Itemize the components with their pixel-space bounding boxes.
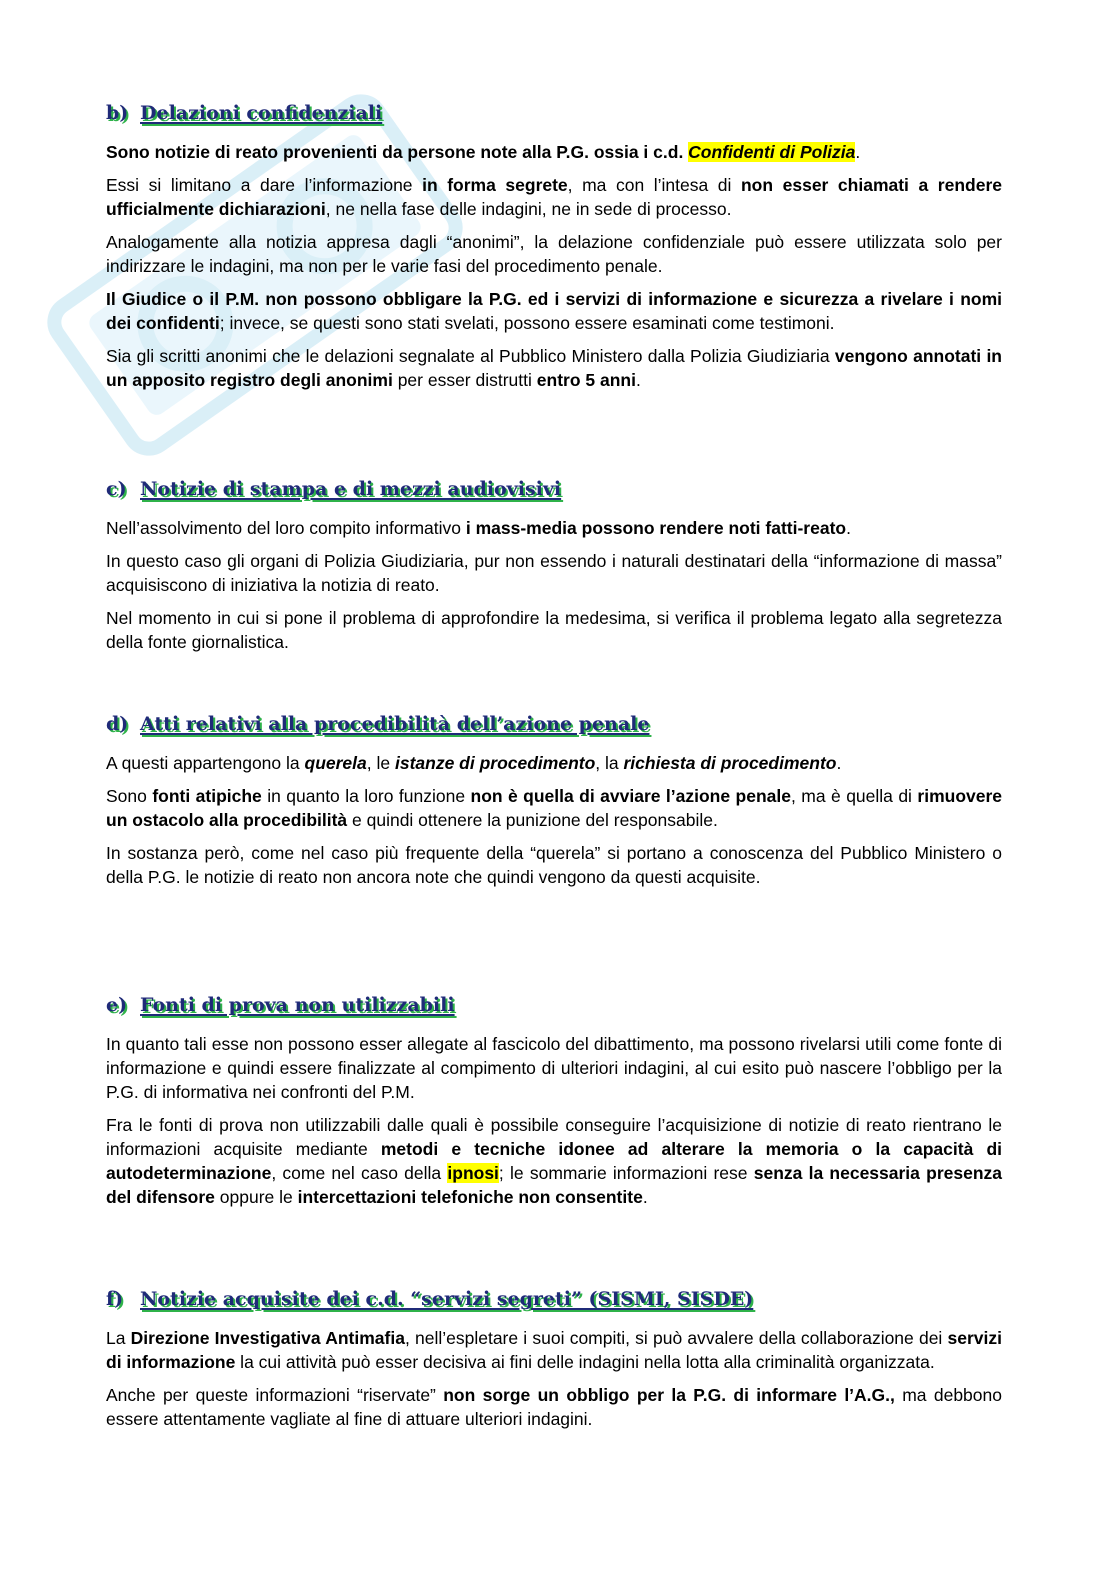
paragraph: Nel momento in cui si pone il problema di approfondire la medesima, si verifica il problema legato alla segretezza della fonte giornalistica. bbox=[106, 608, 1002, 652]
paragraph: Essi si limitano a dare l’informazione in forma segrete, ma con l’intesa di non esser chiamati a rendere ufficialmente dichiarazioni, ne nella fase delle indagini, ne in sede di processo. bbox=[106, 175, 1002, 219]
section-delazioni-confidenziali bbox=[106, 102, 1002, 401]
section-letter: b) bbox=[106, 102, 129, 124]
section-title: Notizie acquisite dei c.d. “servizi segreti” (SISMI, SISDE) bbox=[140, 1288, 754, 1310]
section-servizi-segreti bbox=[106, 1288, 1002, 1440]
paragraph: In sostanza però, come nel caso più frequente della “querela” si portano a conoscenza del Pubblico Ministero o della P.G. le notizie di reato non ancora note che quindi vengono da questi acquisite. bbox=[106, 843, 1002, 887]
section-letter: e) bbox=[106, 994, 128, 1016]
paragraph: Anche per queste informazioni “riservate” non sorge un obbligo per la P.G. di informare l’A.G., ma debbono essere attentamente vagliate al fine di attuare ulteriori indagini. bbox=[106, 1385, 1002, 1429]
paragraph: Nell’assolvimento del loro compito informativo i mass-media possono rendere noti fatti-reato. bbox=[106, 518, 851, 538]
highlight-confidenti: Confidenti di Polizia bbox=[688, 142, 856, 162]
section-title: Fonti di prova non utilizzabili bbox=[140, 994, 455, 1016]
paragraph: Sia gli scritti anonimi che le delazioni segnalate al Pubblico Ministero dalla Polizia Giudiziaria vengono annotati in un apposito registro degli anonimi per esser distrutti entro 5 anni. bbox=[106, 346, 1002, 390]
section-heading bbox=[106, 1288, 1002, 1310]
section-title: Atti relativi alla procedibilità dell’azione penale bbox=[140, 713, 650, 735]
paragraph: A questi appartengono la querela, le istanze di procedimento, la richiesta di procedimento. bbox=[106, 753, 842, 773]
paragraph: Sono notizie di reato provenienti da persone note alla P.G. ossia i c.d. Confidenti di Polizia. bbox=[106, 142, 861, 162]
section-title: Delazioni confidenziali bbox=[140, 102, 383, 124]
paragraph: Analogamente alla notizia appresa dagli “anonimi”, la delazione confidenziale può essere utilizzata solo per indirizzare le indagini, ma non per le varie fasi del procedimento penale. bbox=[106, 232, 1002, 276]
paragraph: La Direzione Investigativa Antimafia, nell’espletare i suoi compiti, si può avvalere della collaborazione dei servizi di informazione la cui attività può esser decisiva ai fini delle indagini nella lotta alla criminalità organizzata. bbox=[106, 1328, 1003, 1372]
highlight-ipnosi: ipnosi bbox=[447, 1163, 499, 1183]
paragraph: In questo caso gli organi di Polizia Giudiziaria, pur non essendo i naturali destinatari della “informazione di massa” acquisiscono di iniziativa la notizia di reato. bbox=[106, 551, 1002, 595]
section-atti-procedibilita bbox=[106, 713, 1002, 898]
section-letter: d) bbox=[106, 713, 129, 735]
section-fonti-prova bbox=[106, 994, 1002, 1218]
section-heading bbox=[106, 478, 1002, 500]
paragraph: Fra le fonti di prova non utilizzabili dalle quali è possibile conseguire l’acquisizione di notizie di reato rientrano le informazioni acquisite mediante metodi e tecniche idonee ad alterare la memoria o la capacità di autodeterminazione, come nel caso della ipnosi; le sommarie informazioni rese senza la necessaria presenza del difensore oppure le intercettazioni telefoniche non consentite. bbox=[106, 1115, 1002, 1207]
paragraph: In quanto tali esse non possono esser allegate al fascicolo del dibattimento, ma possono rivelarsi utili come fonte di informazione e quindi essere finalizzate al compimento di ulteriori indagini, al cui esito può nascere l’obbligo per la P.G. di informativa nei confronti del P.M. bbox=[106, 1034, 1002, 1102]
section-heading bbox=[106, 102, 1002, 124]
section-title: Notizie di stampa e di mezzi audiovisivi bbox=[140, 478, 562, 500]
section-heading bbox=[106, 713, 1002, 735]
paragraph: Il Giudice o il P.M. non possono obbligare la P.G. ed i servizi di informazione e sicurezza a rivelare i nomi dei confidenti; invece, se questi sono stati svelati, possono essere esaminati come testimoni. bbox=[106, 289, 1002, 333]
section-heading bbox=[106, 994, 1002, 1016]
section-notizie-stampa bbox=[106, 478, 1002, 663]
section-letter: c) bbox=[106, 478, 127, 500]
section-letter: f) bbox=[106, 1288, 124, 1310]
paragraph: Sono fonti atipiche in quanto la loro funzione non è quella di avviare l’azione penale, ma è quella di rimuovere un ostacolo alla procedibilità e quindi ottenere la punizione del responsabile. bbox=[106, 786, 1003, 830]
